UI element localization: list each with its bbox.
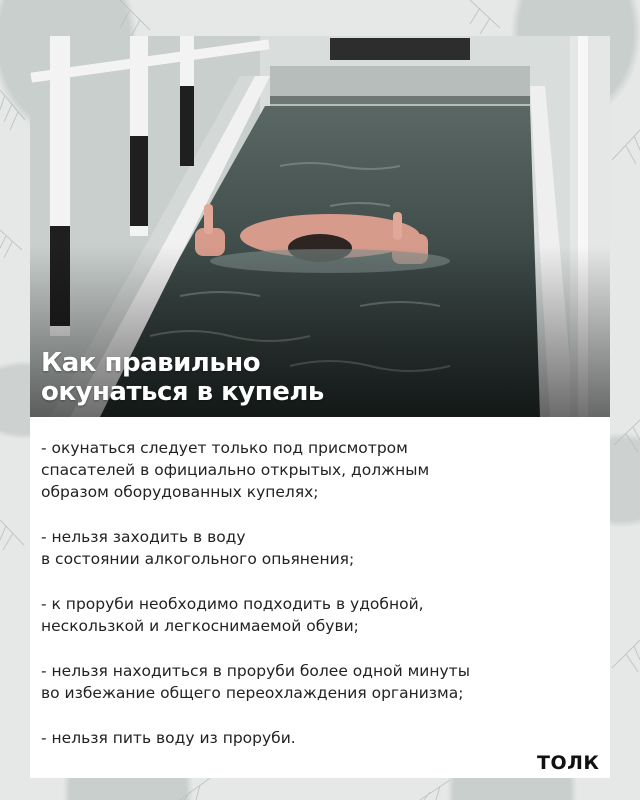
rule-text-line: - нельзя заходить в воду (41, 528, 246, 546)
safety-rules-list (41, 437, 561, 772)
rule-text-line: образом оборудованных купелях; (41, 483, 319, 501)
rule-text-line: - окунаться следует только под присмотром (41, 439, 408, 457)
rule-text-line: во избежание общего переохлаждения организма; (41, 684, 464, 702)
brand-logo: ТОЛК (537, 752, 600, 774)
page-title-line-1: Как правильно (41, 348, 261, 378)
rule-text-line: - к проруби необходимо подходить в удобной, (41, 595, 424, 613)
page-title (41, 349, 324, 407)
rule-text-line: - нельзя находиться в проруби более одной минуты (41, 662, 470, 680)
rule-text-line: - нельзя пить воду из проруби. (41, 729, 296, 747)
list-item (41, 660, 561, 704)
list-item (41, 593, 561, 637)
list-item (41, 437, 561, 503)
rule-text-line: спасателей в официально открытых, должным (41, 461, 430, 479)
rule-text-line: нескользкой и легкоснимаемой обуви; (41, 617, 359, 635)
rule-text-line: в состоянии алкогольного опьянения; (41, 550, 355, 568)
list-item (41, 526, 561, 570)
page-title-line-2: окунаться в купель (41, 377, 324, 407)
list-item (41, 727, 561, 749)
